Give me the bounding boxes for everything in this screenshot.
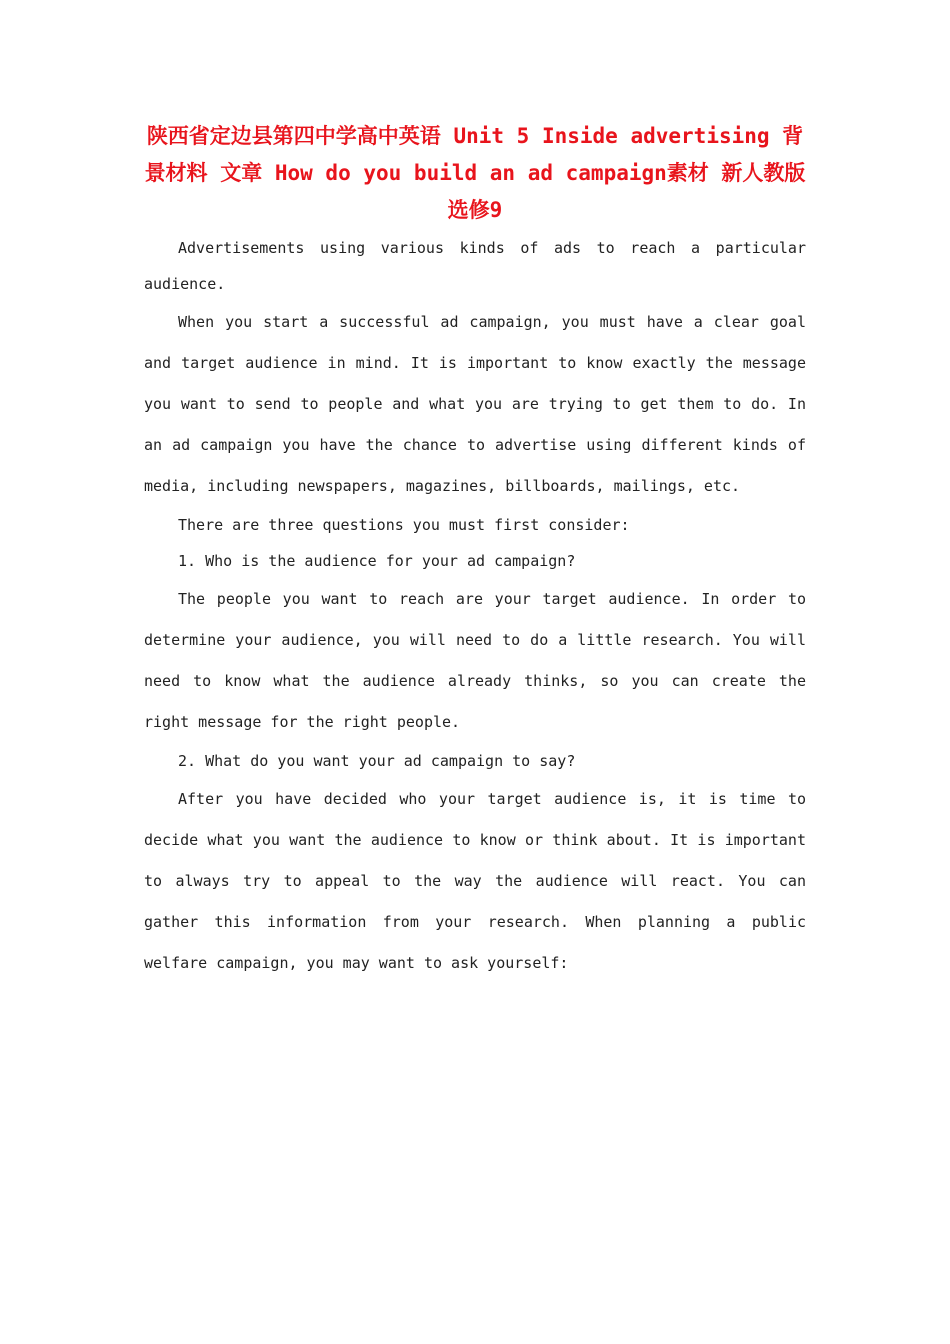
question-heading-1: 1. Who is the audience for your ad campaign?	[178, 552, 576, 570]
document-body	[144, 230, 806, 984]
paragraph-three-questions: There are three questions you must first consider:	[178, 516, 630, 534]
document-title: 陕西省定边县第四中学高中英语 Unit 5 Inside advertising 背景材料 文章 How do you build an ad campaign素材 新人教版选修9	[144, 124, 806, 222]
paragraph-target-audience: The people you want to reach are your target audience. In order to determine your audience, you will need to do a little research. You will need to know what the audience already thinks, so you can create the right message for the right people.	[144, 590, 806, 731]
paragraph-campaign-goal: When you start a successful ad campaign, you must have a clear goal and target audience in mind. It is important to know exactly the message you want to send to people and what you are trying to get them to do. In an ad campaign you have the chance to advertise using different kinds of media, including newspapers, magazines, billboards, mailings, etc.	[144, 313, 806, 495]
question-heading-2: 2. What do you want your ad campaign to say?	[178, 752, 576, 770]
paragraph-campaign-message: After you have decided who your target audience is, it is time to decide what you want the audience to know or think about. It is important to always try to appeal to the way the audience will react. You can gather this information from your research. When planning a public welfare campaign, you may want to ask yourself:	[144, 790, 806, 972]
paragraph-intro: Advertisements using various kinds of ads to reach a particular audience.	[144, 239, 806, 293]
